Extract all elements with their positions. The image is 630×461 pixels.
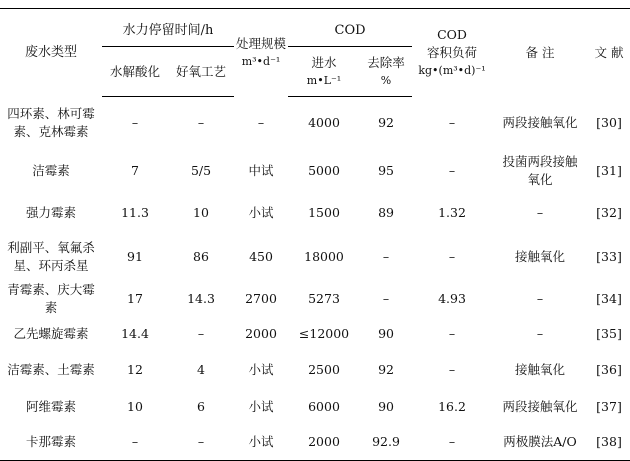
cell-aerobic: 86	[193, 248, 209, 264]
cell-scale: 小试	[248, 204, 274, 220]
header-load	[412, 9, 492, 97]
cell-type: 阿维霉素	[25, 398, 76, 414]
cell-load: –	[412, 425, 492, 461]
cell-type: 洁霉素、土霉素	[7, 361, 95, 377]
table-row	[0, 233, 630, 281]
header-influent-unit: m•L⁻¹	[306, 73, 342, 87]
cell-remark: –	[536, 290, 544, 306]
cell-removal: 92	[378, 114, 394, 130]
cell-remark: 接触氧化	[515, 361, 566, 377]
cell-influent: 4000	[308, 114, 340, 130]
header-load-unit: kg•(m³•d)⁻¹	[418, 63, 486, 77]
cell-load: –	[448, 361, 456, 377]
cell-scale: 小试	[234, 425, 288, 461]
cell-ref: [34]	[596, 290, 622, 306]
cell-type: 卡那霉素	[0, 425, 102, 461]
table-row	[0, 351, 630, 389]
cell-aerobic: 14.3	[187, 290, 215, 306]
cell-influent: 1500	[308, 204, 340, 220]
cell-removal: 92.9	[360, 425, 412, 461]
cell-removal: 90	[378, 325, 394, 341]
cell-remark: 两段接触氧化	[502, 114, 578, 130]
cell-aerobic: –	[168, 425, 234, 461]
wastewater-treatment-table	[0, 8, 630, 461]
cell-hydrolysis: –	[131, 114, 139, 130]
cell-type: 乙先螺旋霉素	[13, 325, 89, 341]
cell-influent: 5273	[308, 290, 340, 306]
cell-ref: [31]	[596, 162, 622, 178]
cell-influent: ≤12000	[298, 325, 350, 341]
header-removal-label: 去除率	[367, 54, 405, 70]
cell-hydrolysis: 12	[127, 361, 143, 377]
table-row	[0, 389, 630, 425]
header-load-cod: COD	[437, 26, 467, 42]
cell-load: 4.93	[438, 290, 466, 306]
cell-load: –	[448, 248, 456, 264]
cell-ref: [36]	[596, 361, 622, 377]
table-row	[0, 149, 630, 193]
cell-type: 洁霉素	[32, 162, 70, 178]
cell-remark: 接触氧化	[515, 248, 566, 264]
cell-hydrolysis: 7	[131, 162, 139, 178]
cell-type: 利副平、氧氟杀星、环丙杀星	[7, 239, 95, 273]
cell-hydrolysis: 17	[127, 290, 143, 306]
cell-hydrolysis: 14.4	[121, 325, 149, 341]
header-load-label: 容积负荷	[427, 44, 478, 60]
table-row	[0, 317, 630, 351]
header-scale-label: 处理规模	[236, 35, 287, 51]
table-row	[0, 193, 630, 233]
table-row	[0, 281, 630, 317]
cell-scale: 小试	[248, 361, 274, 377]
cell-aerobic: 10	[193, 204, 209, 220]
table-row	[0, 425, 630, 461]
cell-removal: –	[382, 290, 390, 306]
cell-ref: [37]	[596, 398, 622, 414]
cell-hydrolysis: 11.3	[121, 204, 149, 220]
cell-hydrolysis: –	[102, 425, 168, 461]
header-removal-unit: %	[380, 73, 392, 87]
cell-load: –	[448, 325, 456, 341]
cell-influent: 6000	[308, 398, 340, 414]
cell-remark: 投菌两段接触氧化	[502, 153, 578, 187]
header-type: 废水类型	[0, 9, 102, 97]
cell-removal: –	[382, 248, 390, 264]
cell-aerobic: 4	[197, 361, 205, 377]
cell-load: –	[448, 162, 456, 178]
cell-scale: 2000	[245, 325, 277, 341]
cell-scale: 小试	[248, 398, 274, 414]
cell-ref: [30]	[596, 114, 622, 130]
cell-aerobic: –	[197, 325, 205, 341]
cell-load: 16.2	[438, 398, 466, 414]
cell-aerobic: 6	[197, 398, 205, 414]
cell-type: 青霉素、庆大霉素	[7, 281, 95, 315]
cell-influent: 2000	[288, 425, 360, 461]
cell-remark: –	[536, 325, 544, 341]
header-remark: 备 注	[492, 9, 588, 97]
header-influent	[288, 47, 360, 97]
header-influent-label: 进水	[311, 54, 337, 70]
cell-remark: –	[536, 204, 544, 220]
cell-scale: 450	[249, 248, 273, 264]
cell-scale: –	[257, 114, 265, 130]
cell-removal: 95	[378, 162, 394, 178]
header-ref: 文 献	[588, 9, 630, 97]
cell-removal: 90	[378, 398, 394, 414]
header-hydrolysis: 水解酸化	[102, 47, 168, 97]
cell-remark: 两极膜法A/O	[492, 425, 588, 461]
cell-hydrolysis: 10	[127, 398, 143, 414]
cell-load: –	[448, 114, 456, 130]
header-scale	[234, 9, 288, 97]
table-row	[0, 97, 630, 149]
cell-ref: [32]	[596, 204, 622, 220]
header-cod-group: COD	[288, 9, 412, 47]
cell-ref: [38]	[588, 425, 630, 461]
cell-influent: 5000	[308, 162, 340, 178]
cell-type: 强力霉素	[25, 204, 76, 220]
header-scale-unit: m³•d⁻¹	[241, 54, 281, 68]
cell-removal: 92	[378, 361, 394, 377]
cell-aerobic: –	[197, 114, 205, 130]
cell-aerobic: 5/5	[190, 162, 212, 178]
cell-type: 四环素、林可霉素、克林霉素	[7, 105, 95, 139]
header-removal	[360, 47, 412, 97]
cell-influent: 2500	[308, 361, 340, 377]
cell-remark: 两段接触氧化	[502, 398, 578, 414]
cell-influent: 18000	[304, 248, 344, 264]
cell-scale: 2700	[245, 290, 277, 306]
cell-scale: 中试	[248, 162, 274, 178]
cell-load: 1.32	[438, 204, 466, 220]
cell-removal: 89	[378, 204, 394, 220]
cell-ref: [33]	[596, 248, 622, 264]
cell-hydrolysis: 91	[127, 248, 143, 264]
header-aerobic: 好氧工艺	[168, 47, 234, 97]
cell-ref: [35]	[596, 325, 622, 341]
header-hrt-group: 水力停留时间/h	[102, 9, 234, 47]
